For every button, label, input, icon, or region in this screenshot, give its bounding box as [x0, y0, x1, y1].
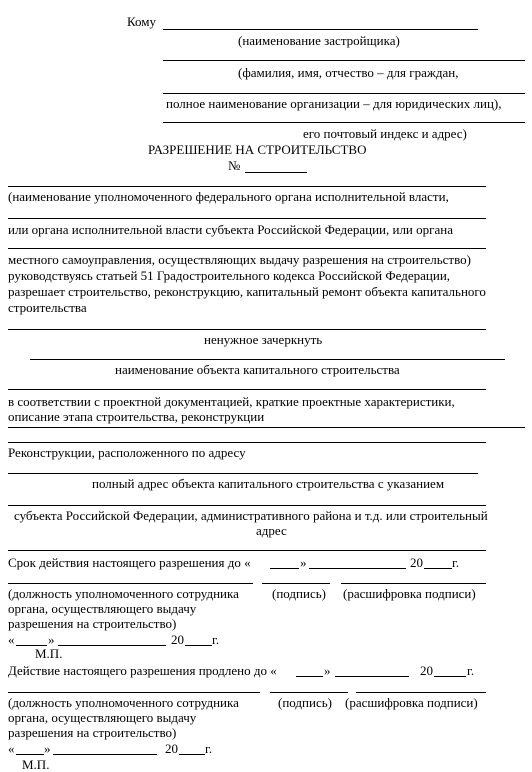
- date-year-suffix-1: г.: [212, 632, 220, 647]
- date-year-line-1[interactable]: [185, 645, 212, 646]
- date-open-quote-2: «: [8, 741, 15, 756]
- stamp-label-2: М.П.: [22, 757, 50, 772]
- to-label: Кому: [127, 14, 157, 29]
- extension-year-line[interactable]: [434, 676, 466, 677]
- object-name-line-2[interactable]: [8, 389, 486, 390]
- validity-year-line[interactable]: [424, 568, 452, 569]
- extension-year-suffix: г.: [467, 663, 475, 678]
- issuer-caption-3: местного самоуправления, осуществляющих выдачу разрешения на строительство): [8, 252, 471, 267]
- position-caption-2a: (должность уполномоченного сотрудника: [8, 695, 239, 710]
- extension-year-prefix: 20: [420, 663, 433, 678]
- extension-label: Действие настоящего разрешения продлено до «: [8, 663, 277, 678]
- decoding-caption-1: (расшифровка подписи): [343, 586, 476, 601]
- issuer-caption-1: (наименование уполномоченного федерального органа исполнительной власти,: [8, 189, 449, 204]
- strike-note: ненужное зачеркнуть: [204, 332, 323, 347]
- postal-caption: его почтовый индекс и адрес): [303, 126, 467, 141]
- developer-line-3[interactable]: [163, 93, 525, 94]
- developer-line-2[interactable]: [163, 60, 525, 61]
- address-caption-1: полный адрес объекта капитального строительства с указанием: [92, 476, 445, 491]
- decoding-line-1[interactable]: [341, 583, 486, 584]
- developer-caption: (наименование застройщика): [238, 33, 400, 48]
- date-close-quote-1: »: [48, 632, 55, 647]
- decoding-line-2[interactable]: [356, 692, 486, 693]
- signature-line-2[interactable]: [270, 692, 348, 693]
- date-close-quote-2: »: [44, 741, 51, 756]
- signature-caption-2: (подпись): [278, 695, 332, 710]
- developer-line-4[interactable]: [163, 122, 525, 123]
- validity-year-prefix: 20: [410, 555, 423, 570]
- address-caption-2: субъекта Российской Федерации, административного района и т.д. или строительный: [14, 508, 488, 523]
- project-line-2-rule[interactable]: [8, 442, 486, 443]
- date-year-prefix-1: 20: [171, 632, 184, 647]
- date-month-line-2[interactable]: [53, 754, 157, 755]
- validity-month-line[interactable]: [309, 568, 406, 569]
- date-year-prefix-2: 20: [165, 741, 178, 756]
- date-open-quote-1: «: [8, 632, 15, 647]
- date-year-suffix-2: г.: [205, 741, 213, 756]
- position-line-1[interactable]: [8, 583, 253, 584]
- issuer-line-2[interactable]: [8, 218, 486, 219]
- org-caption: полное наименование организации – для юридических лиц),: [166, 96, 502, 111]
- address-line-1[interactable]: [8, 473, 478, 474]
- extension-day-line[interactable]: [296, 676, 323, 677]
- document-title: РАЗРЕШЕНИЕ НА СТРОИТЕЛЬСТВО: [148, 142, 367, 157]
- position-caption-1a: (должность уполномоченного сотрудника: [8, 586, 239, 601]
- validity-label: Срок действия настоящего разрешения до «: [8, 555, 251, 570]
- address-caption-3: адрес: [256, 523, 287, 538]
- issuer-line-1[interactable]: [8, 186, 486, 187]
- decoding-caption-2: (расшифровка подписи): [345, 695, 478, 710]
- issuer-line-3[interactable]: [8, 248, 486, 249]
- validity-year-suffix: г.: [452, 555, 460, 570]
- position-caption-2b: органа, осуществляющего выдачу: [8, 710, 197, 725]
- validity-close-quote: »: [300, 555, 307, 570]
- address-line-3[interactable]: [8, 550, 486, 551]
- date-month-line-1[interactable]: [58, 645, 166, 646]
- extension-close-quote: »: [324, 663, 331, 678]
- position-line-2[interactable]: [8, 692, 260, 693]
- project-line-1: в соответствии с проектной документацией, краткие проектные характеристики,: [8, 394, 455, 409]
- position-caption-1c: разрешения на строительство): [8, 616, 177, 631]
- project-line-2: описание этапа строительства, реконструкции: [8, 409, 265, 424]
- issuer-caption-2: или органа исполнительной власти субъекта Российской Федерации, или органа: [8, 222, 453, 237]
- basis-line-1: руководствуясь статьей 51 Градостроительного кодекса Российской Федерации,: [8, 268, 451, 283]
- project-line[interactable]: [8, 427, 525, 428]
- fio-caption: (фамилия, имя, отчество – для граждан,: [238, 65, 459, 80]
- signature-line-1[interactable]: [262, 583, 330, 584]
- number-line[interactable]: [245, 172, 307, 173]
- position-caption-1b: органа, осуществляющего выдачу: [8, 601, 197, 616]
- number-label: №: [228, 158, 241, 173]
- basis-line-3: строительства: [8, 300, 87, 315]
- object-name-line[interactable]: [30, 359, 505, 360]
- developer-name-line[interactable]: [163, 29, 478, 30]
- address-line-2[interactable]: [8, 505, 486, 506]
- position-caption-2c: разрешения на строительство): [8, 725, 177, 740]
- date-year-line-2[interactable]: [179, 754, 205, 755]
- basis-line-2: разрешает строительство, реконструкцию, капитальный ремонт объекта капитального: [8, 284, 486, 299]
- stamp-label-1: М.П.: [35, 646, 63, 661]
- extension-month-line[interactable]: [335, 676, 409, 677]
- validity-day-line[interactable]: [270, 568, 299, 569]
- object-name-caption: наименование объекта капитального строительства: [115, 362, 400, 377]
- reconstruction-label: Реконструкции, расположенного по адресу: [8, 445, 246, 460]
- works-type-line[interactable]: [8, 329, 486, 330]
- signature-caption-1: (подпись): [272, 586, 326, 601]
- date-day-line-2[interactable]: [16, 754, 44, 755]
